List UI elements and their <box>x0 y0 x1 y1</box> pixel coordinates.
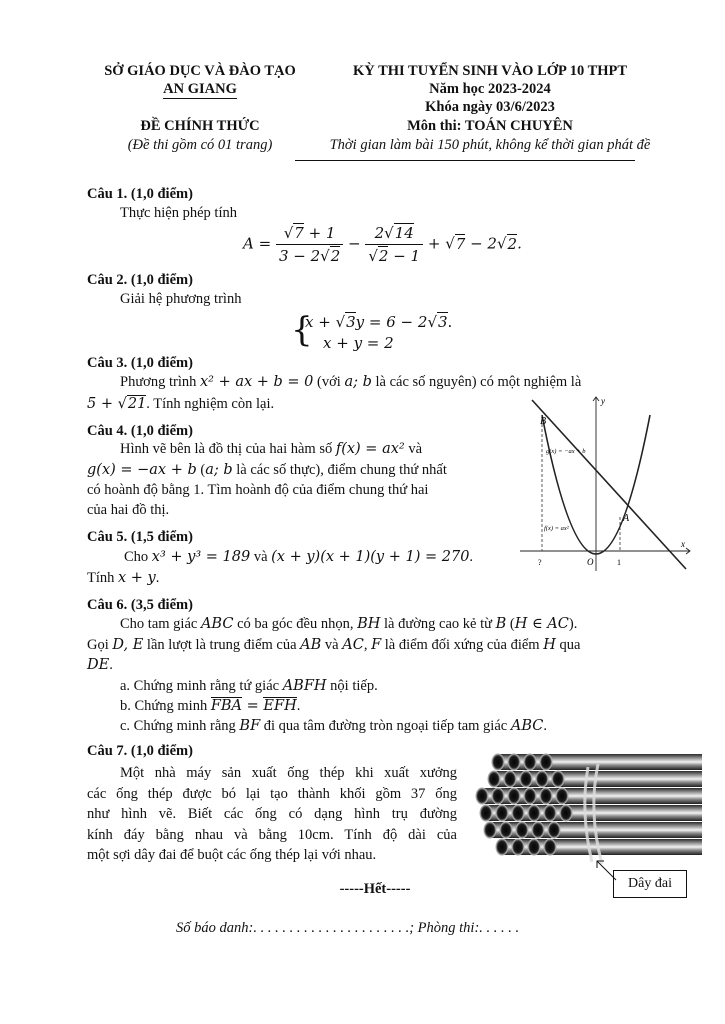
q1-formula: A = $\frac{√7 + 1}{3 - 2√2}$ − $\frac{2√14}{√2 - 1}$ + √7 − 2√2. <box>243 224 522 265</box>
steel-pipe-end <box>504 771 516 787</box>
steel-pipe-end <box>500 822 512 838</box>
q6-part-b: b. Chứng minh FBA = EFH. <box>120 698 301 714</box>
q4-title: Câu 4. (1,0 điểm) <box>87 423 193 439</box>
q6-line1: Cho tam giác ABC có ba góc đều nhọn, BH là đường cao kẻ từ B (H ∈ AC). <box>120 616 578 632</box>
exam-subject: Môn thi: TOÁN CHUYÊN <box>407 118 573 134</box>
steel-pipe-body <box>562 788 702 804</box>
steel-pipe-end <box>492 788 504 804</box>
q7-title: Câu 7. (1,0 điểm) <box>87 743 193 759</box>
steel-pipe-end <box>520 771 532 787</box>
steel-pipe-end <box>528 805 540 821</box>
steel-pipe-end <box>560 805 572 821</box>
g-function-label: g(x) = −ax + b <box>546 448 586 455</box>
x-axis-label: x <box>681 539 685 549</box>
steel-pipes-image <box>470 752 710 872</box>
q6-part-a: a. Chứng minh rằng tứ giác ABFH nội tiếp. <box>120 678 378 694</box>
q6-part-c: c. Chứng minh rằng BF đi qua tâm đường tròn ngoại tiếp tam giác ABC. <box>120 718 547 734</box>
f-function-label: f(x) = ax² <box>544 525 569 532</box>
q3-line2: 5 + √21. Tính nghiệm còn lại. <box>87 396 275 412</box>
belt-callout-label: Dây đai <box>613 870 687 898</box>
q1-title: Câu 1. (1,0 điểm) <box>87 186 193 202</box>
steel-pipe-body <box>554 822 702 838</box>
steel-pipe-end <box>532 822 544 838</box>
line-curve <box>532 400 686 569</box>
q6-line2: Gọi D, E lần lượt là trung điểm của AB và AC, F là điểm đối xứng của điểm H qua <box>87 637 581 653</box>
point-A-label: A <box>623 513 630 524</box>
q4-line3: có hoành độ bằng 1. Tìm hoành độ của điểm chung thứ hai <box>87 482 429 498</box>
official-label: ĐỀ CHÍNH THỨC <box>140 118 260 134</box>
origin-label: O <box>587 557 594 567</box>
steel-pipe-end <box>536 771 548 787</box>
steel-pipe-end <box>524 754 536 770</box>
q4-line2: g(x) = −ax + b (a; b là các số thực), điểm chung thứ nhất <box>87 462 447 478</box>
steel-pipe-end <box>488 771 500 787</box>
tick-1-label: 1 <box>617 558 621 567</box>
steel-pipe-end <box>540 788 552 804</box>
point-B-label: B <box>540 416 547 427</box>
steel-pipe-end <box>508 788 520 804</box>
q3-line1: Phương trình x² + ax + b = 0 (với a; b là các số nguyên) có một nghiệm là <box>120 374 582 390</box>
steel-pipe-end <box>556 788 568 804</box>
steel-pipe-end <box>544 805 556 821</box>
steel-pipe-end <box>512 839 524 855</box>
steel-pipe-end <box>508 754 520 770</box>
steel-pipe-body <box>546 754 702 770</box>
steel-pipe-body <box>558 771 702 787</box>
q7-text: Một nhà máy sản xuất ống thép khi xuất xưởng các ống thép được bó lại tạo thành khối gồm 37 ống như hình vẽ. Biết các ống có dạng hình trụ đường kính đáy bằng nhau và bằng 10cm. Tính độ dài của một sợi dây đai để buột các ống thép lại với nhau. <box>87 765 457 864</box>
q5-title: Câu 5. (1,5 điểm) <box>87 529 193 545</box>
steel-pipe-end <box>496 805 508 821</box>
q4-line4: của hai đồ thị. <box>87 502 170 518</box>
steel-pipe-body <box>550 839 702 855</box>
q1-text: Thực hiện phép tính <box>120 205 237 221</box>
q3-title: Câu 3. (1,0 điểm) <box>87 355 193 371</box>
steel-pipe-end <box>552 771 564 787</box>
q6-title: Câu 6. (3,5 điểm) <box>87 597 193 613</box>
steel-pipe-end <box>516 822 528 838</box>
exam-date: Khóa ngày 03/6/2023 <box>425 99 555 115</box>
q5-line2: Tính x + y. <box>87 570 160 586</box>
steel-pipe-end <box>480 805 492 821</box>
time-note: Thời gian làm bài 150 phút, không kể thời gian phát đề <box>329 137 651 153</box>
steel-pipe-end <box>540 754 552 770</box>
steel-pipe-end <box>524 788 536 804</box>
q2-title: Câu 2. (1,0 điểm) <box>87 272 193 288</box>
steel-pipe-end <box>496 839 508 855</box>
exam-title: KỲ THI TUYỂN SINH VÀO LỚP 10 THPT <box>352 63 628 79</box>
steel-pipe-end <box>544 839 556 855</box>
function-graph <box>520 393 692 573</box>
dept-line2: AN GIANG <box>163 81 237 97</box>
steel-pipe-end <box>548 822 560 838</box>
q6-line3: DE. <box>87 657 113 673</box>
y-axis-label: y <box>601 396 605 406</box>
exam-year: Năm học 2023-2024 <box>429 81 551 97</box>
steel-pipe-end <box>484 822 496 838</box>
q2-text: Giải hệ phương trình <box>120 291 242 307</box>
candidate-info: Số báo danh:. . . . . . . . . . . . . . . . . . . . . .; Phòng thi:. . . . . . <box>176 920 520 936</box>
dept-line1: SỞ GIÁO DỤC VÀ ĐÀO TẠO <box>104 63 296 79</box>
steel-pipe-end <box>512 805 524 821</box>
steel-pipe-end <box>492 754 504 770</box>
pages-note: (Đề thi gồm có 01 trang) <box>127 137 273 153</box>
steel-pipe-end <box>528 839 540 855</box>
steel-pipe-end <box>476 788 488 804</box>
q5-line1: Cho x³ + y³ = 189 và (x + y)(x + 1)(y + 1) = 270. <box>124 549 474 565</box>
q4-line1: Hình vẽ bên là đồ thị của hai hàm số f(x) = ax² và <box>120 441 423 457</box>
end-marker: -----Hết----- <box>339 881 411 897</box>
header-divider <box>295 160 635 161</box>
tick-unknown-label: ? <box>538 558 542 567</box>
